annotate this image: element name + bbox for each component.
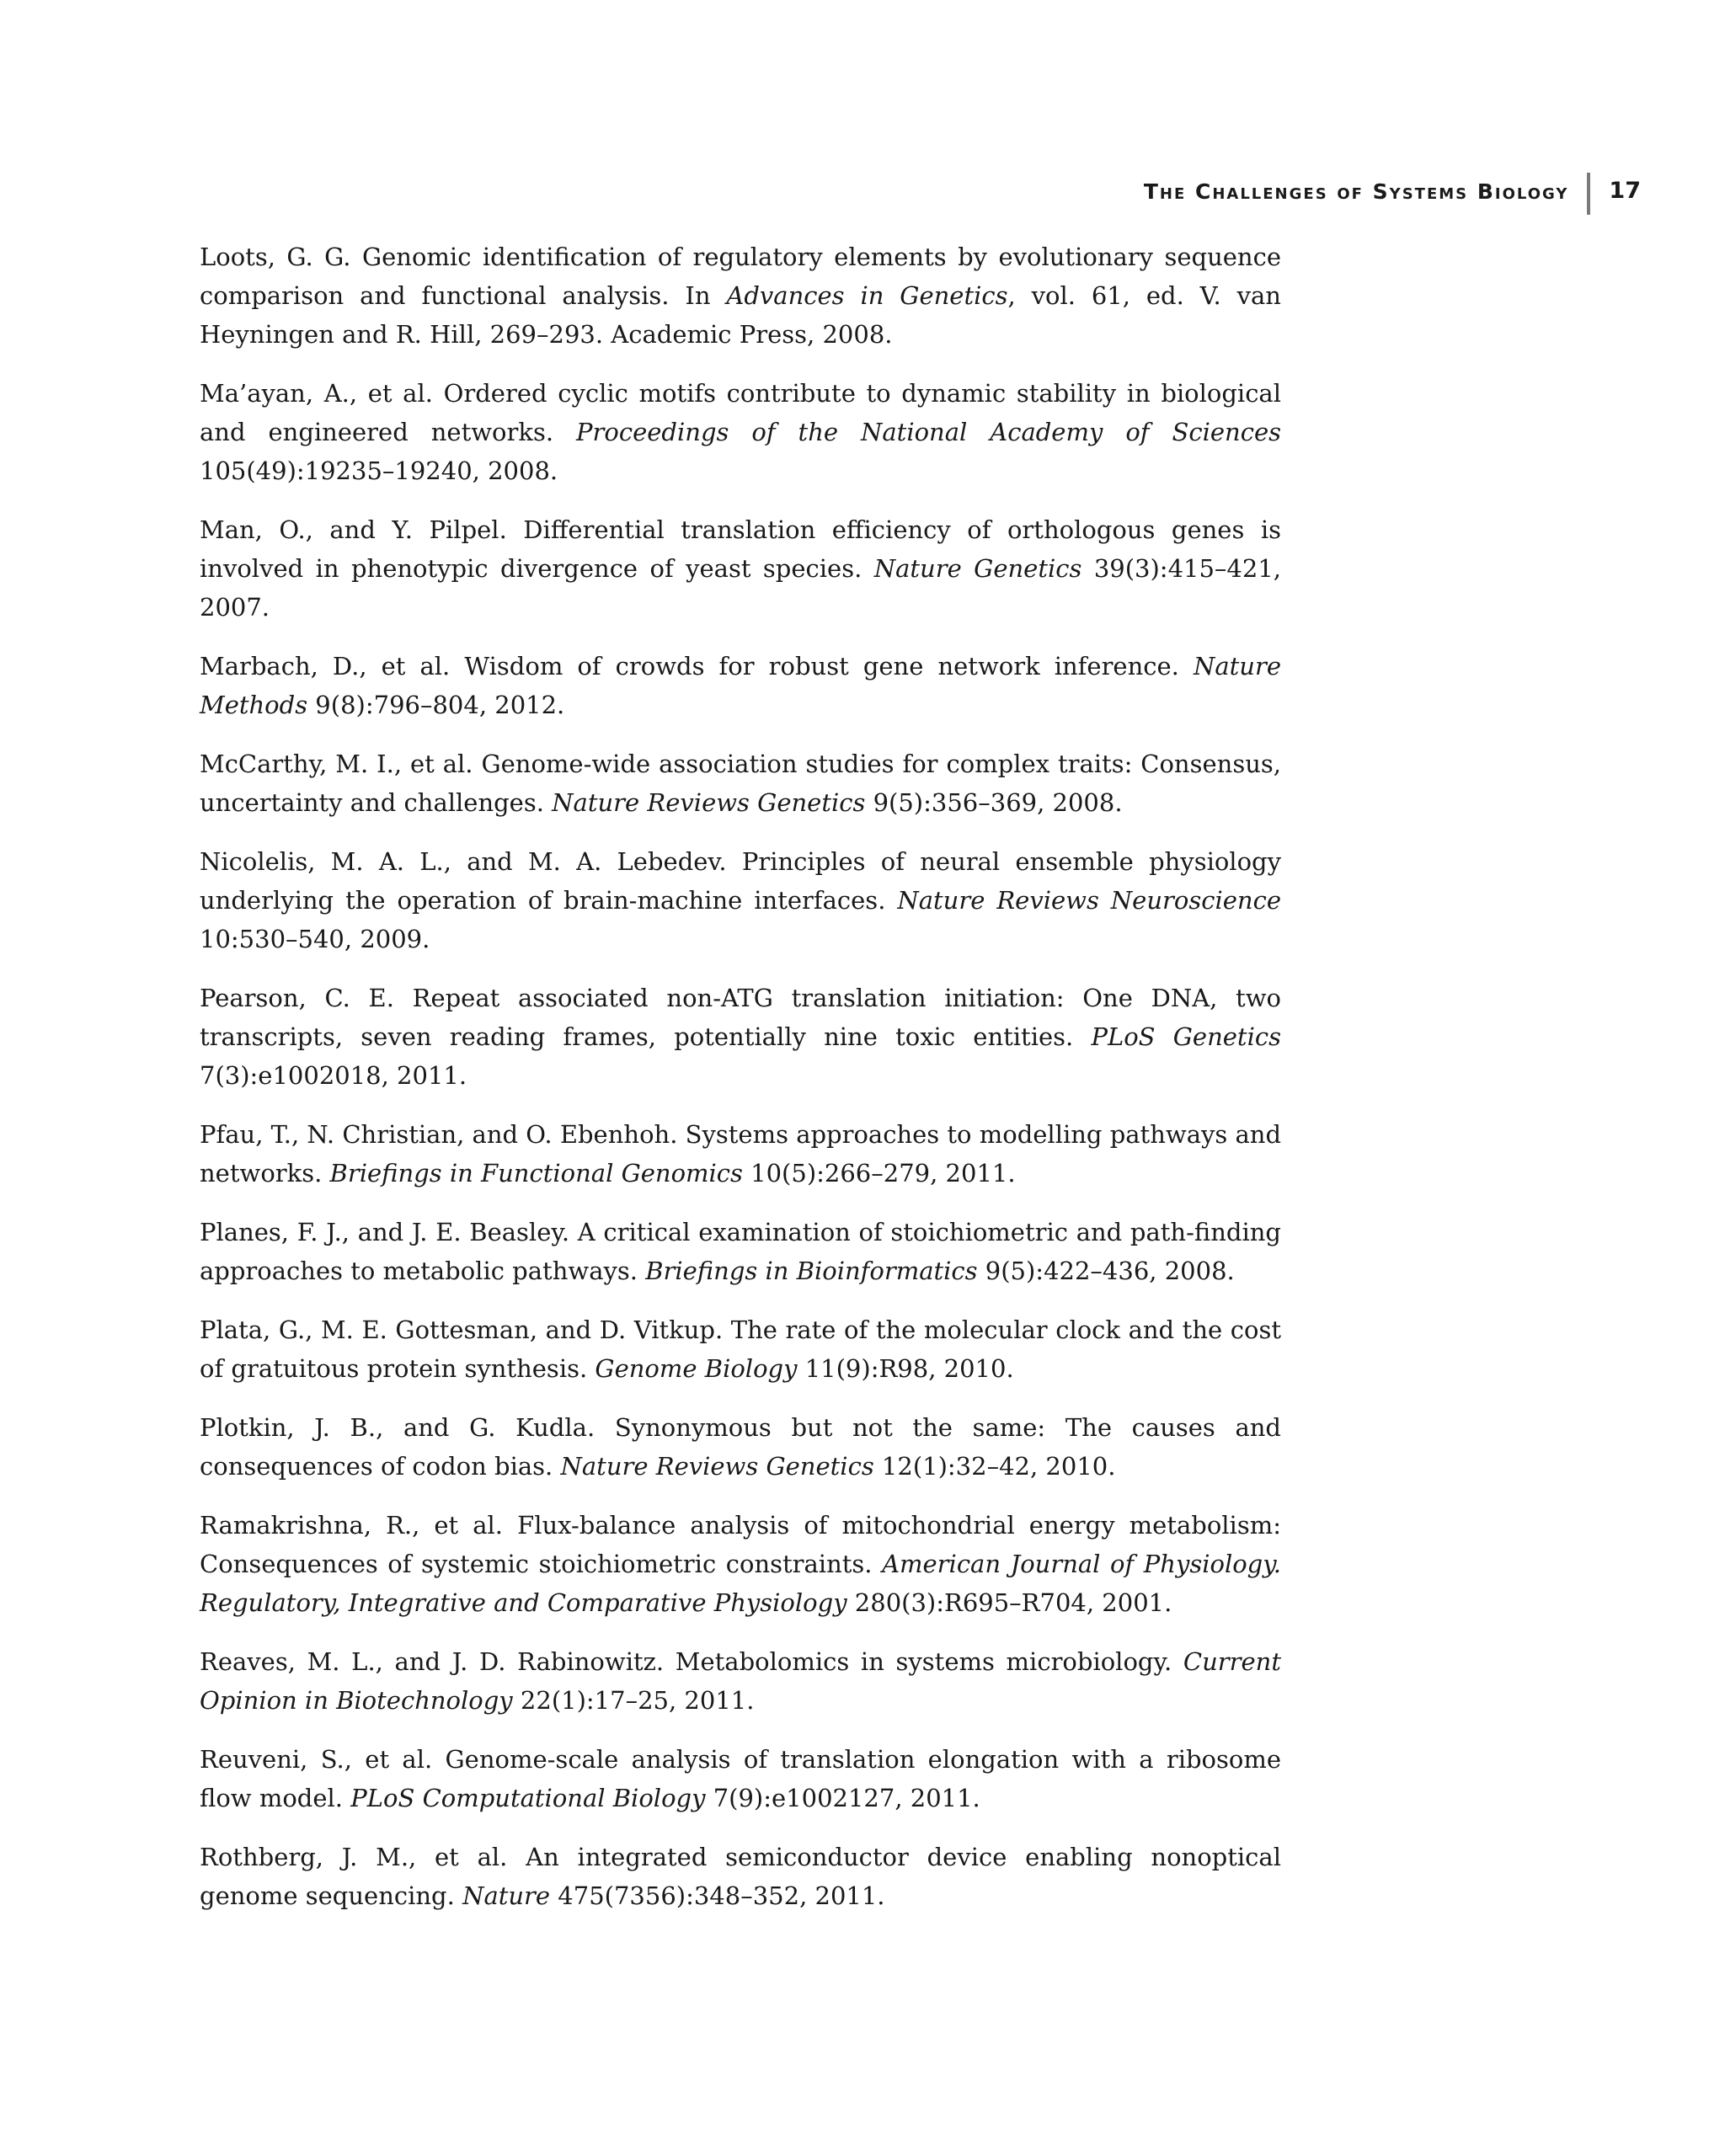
reference-citation: 9(5):422–436, 2008. — [977, 1257, 1235, 1285]
reference-item — [200, 979, 1281, 1095]
reference-citation: 11(9):R98, 2010. — [797, 1354, 1014, 1383]
reference-text: Reaves, M. L., and J. D. Rabinowitz. Metabolomics in systems microbiology. — [200, 1647, 1183, 1676]
reference-item — [200, 1408, 1281, 1486]
reference-journal: Nature Genetics — [873, 554, 1082, 583]
reference-journal: American Journal of Physiology. Regulatory, Integrative and Comparative Physiology — [200, 1550, 1281, 1617]
reference-citation: 7(9):e1002127, 2011. — [705, 1784, 980, 1812]
running-head — [1144, 173, 1641, 220]
page-number: 17 — [1609, 178, 1641, 204]
reference-citation: , vol. 61, ed. V. van Heyningen and R. Hill, 269–293. Academic Press, 2008. — [200, 281, 1281, 349]
reference-journal: Proceedings of the National Academy of Sciences — [576, 418, 1281, 446]
reference-citation: 10:530–540, 2009. — [200, 925, 430, 953]
reference-text: Plata, G., M. E. Gottesman, and D. Vitkup. The rate of the molecular clock and the cost of gratuitous protein synthesis. — [200, 1315, 1281, 1383]
reference-citation: 9(5):356–369, 2008. — [865, 788, 1123, 817]
reference-journal: Nature Methods — [200, 652, 1281, 719]
reference-citation: 9(8):796–804, 2012. — [307, 691, 565, 719]
reference-item — [200, 237, 1281, 354]
reference-journal: Briefings in Bioinformatics — [645, 1257, 978, 1285]
reference-item — [200, 1310, 1281, 1388]
reference-item — [200, 374, 1281, 490]
reference-text: Plotkin, J. B., and G. Kudla. Synonymous but not the same: The causes and consequences of codon bias. — [200, 1413, 1281, 1481]
reference-text: Loots, G. G. Genomic identification of regulatory elements by evolutionary sequence comparison and functional analysis. In — [200, 243, 1281, 310]
reference-item — [200, 1506, 1281, 1622]
reference-text: Man, O., and Y. Pilpel. Differential translation efficiency of orthologous genes is involved in phenotypic divergence of yeast species. — [200, 515, 1281, 583]
reference-item — [200, 647, 1281, 724]
reference-item — [200, 1642, 1281, 1720]
reference-item — [200, 1213, 1281, 1290]
reference-text: Pfau, T., N. Christian, and O. Ebenhoh. Systems approaches to modelling pathways and networks. — [200, 1120, 1282, 1187]
reference-citation: 475(7356):348–352, 2011. — [550, 1881, 885, 1910]
reference-citation: 39(3):415–421, 2007. — [200, 554, 1281, 622]
reference-text: Pearson, C. E. Repeat associated non-ATG translation initiation: One DNA, two transcripts, seven reading frames, potentially nine toxic entities. — [200, 984, 1281, 1051]
reference-journal: Advances in Genetics — [726, 281, 1008, 310]
reference-citation: 12(1):32–42, 2010. — [873, 1452, 1116, 1481]
reference-journal: Genome Biology — [595, 1354, 798, 1383]
reference-item — [200, 1115, 1281, 1193]
reference-journal: Nature Reviews Neuroscience — [897, 886, 1281, 915]
reference-item — [200, 1740, 1281, 1817]
reference-citation: 280(3):R695–R704, 2001. — [846, 1588, 1172, 1617]
reference-text: Nicolelis, M. A. L., and M. A. Lebedev. Principles of neural ensemble physiology underlying the operation of brain-machine interfaces. — [200, 847, 1281, 915]
reference-item — [200, 842, 1281, 958]
reference-text: Ma’ayan, A., et al. Ordered cyclic motifs contribute to dynamic stability in biological and engineered networks. — [200, 379, 1281, 446]
reference-journal: Current Opinion in Biotechnology — [200, 1647, 1281, 1715]
running-title: The Challenges of Systems Biology — [1143, 179, 1569, 204]
reference-item — [200, 744, 1281, 822]
reference-item — [200, 1838, 1281, 1915]
reference-journal: Nature Reviews Genetics — [560, 1452, 874, 1481]
reference-text: Reuveni, S., et al. Genome-scale analysis of translation elongation with a ribosome flow model. — [200, 1745, 1281, 1812]
reference-journal: Nature — [462, 1881, 551, 1910]
reference-text: Marbach, D., et al. Wisdom of crowds for robust gene network inference. — [200, 652, 1194, 680]
reference-list — [200, 237, 1281, 1935]
header-rule — [1587, 173, 1590, 215]
reference-journal: PLoS Computational Biology — [350, 1784, 706, 1812]
reference-citation: 7(3):e1002018, 2011. — [200, 1061, 467, 1090]
reference-item — [200, 510, 1281, 627]
reference-citation: 105(49):19235–19240, 2008. — [200, 456, 558, 485]
reference-journal: Nature Reviews Genetics — [552, 788, 866, 817]
reference-journal: PLoS Genetics — [1091, 1022, 1281, 1051]
reference-journal: Briefings in Functional Genomics — [329, 1159, 743, 1187]
reference-text: Planes, F. J., and J. E. Beasley. A critical examination of stoichiometric and path-finding approaches to metabolic pathways. — [200, 1218, 1281, 1285]
reference-text: Rothberg, J. M., et al. An integrated semiconductor device enabling nonoptical genome sequencing. — [200, 1843, 1281, 1910]
reference-citation: 10(5):266–279, 2011. — [742, 1159, 1016, 1187]
reference-text: Ramakrishna, R., et al. Flux-balance analysis of mitochondrial energy metabolism: Consequences of systemic stoichiometric constraints. — [200, 1511, 1281, 1578]
reference-text: McCarthy, M. I., et al. Genome-wide association studies for complex traits: Consensus, uncertainty and challenges. — [200, 750, 1281, 817]
reference-citation: 22(1):17–25, 2011. — [512, 1686, 755, 1715]
